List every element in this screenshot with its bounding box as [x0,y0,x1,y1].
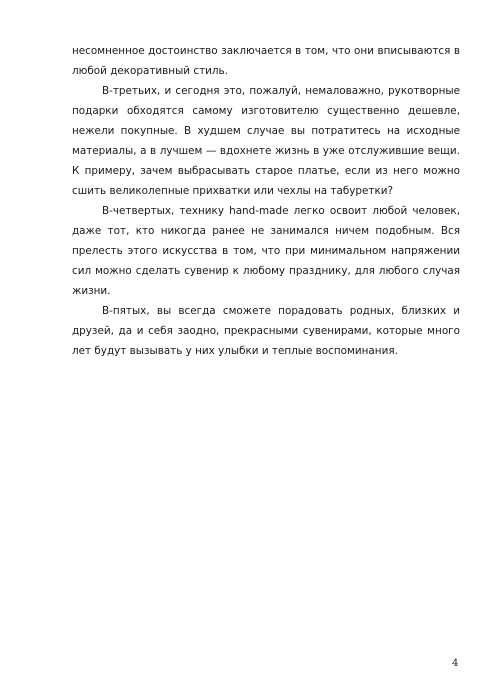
paragraph-third-point: В-третьих, и сегодня это, пожалуй, немаловажно, рукотворные подарки обходятся самому изготовителю существенно дешевле, нежели покупные. В худшем случае вы потратитесь на исходные материалы, а в лучшем — вдохнете жизнь в уже отслужившие вещи. К примеру, зачем выбрасывать старое платье, если из него можно сшить великолепные прихватки или чехлы на табуретки? [72,85,460,197]
paragraph-continuation: несомненное достоинство заключается в том, что они вписываются в любой декоративный стиль. [72,45,460,77]
page-number: 4 [452,658,459,669]
paragraph-fifth-point: В-пятых, вы всегда сможете порадовать родных, близких и друзей, да и себя заодно, прекрасными сувенирами, которые много лет будут вызывать у них улыбки и теплые воспоминания. [72,305,460,357]
page-body [72,41,460,361]
paragraph-fourth-point: В-четвертых, технику hand-made легко освоит любой человек, даже тот, кто никогда ранее не занимался ничем подобным. Вся прелесть этого искусства в том, что при минимальном напряжении сил можно сделать сувенир к любому празднику, для любого случая жизни. [72,205,460,297]
